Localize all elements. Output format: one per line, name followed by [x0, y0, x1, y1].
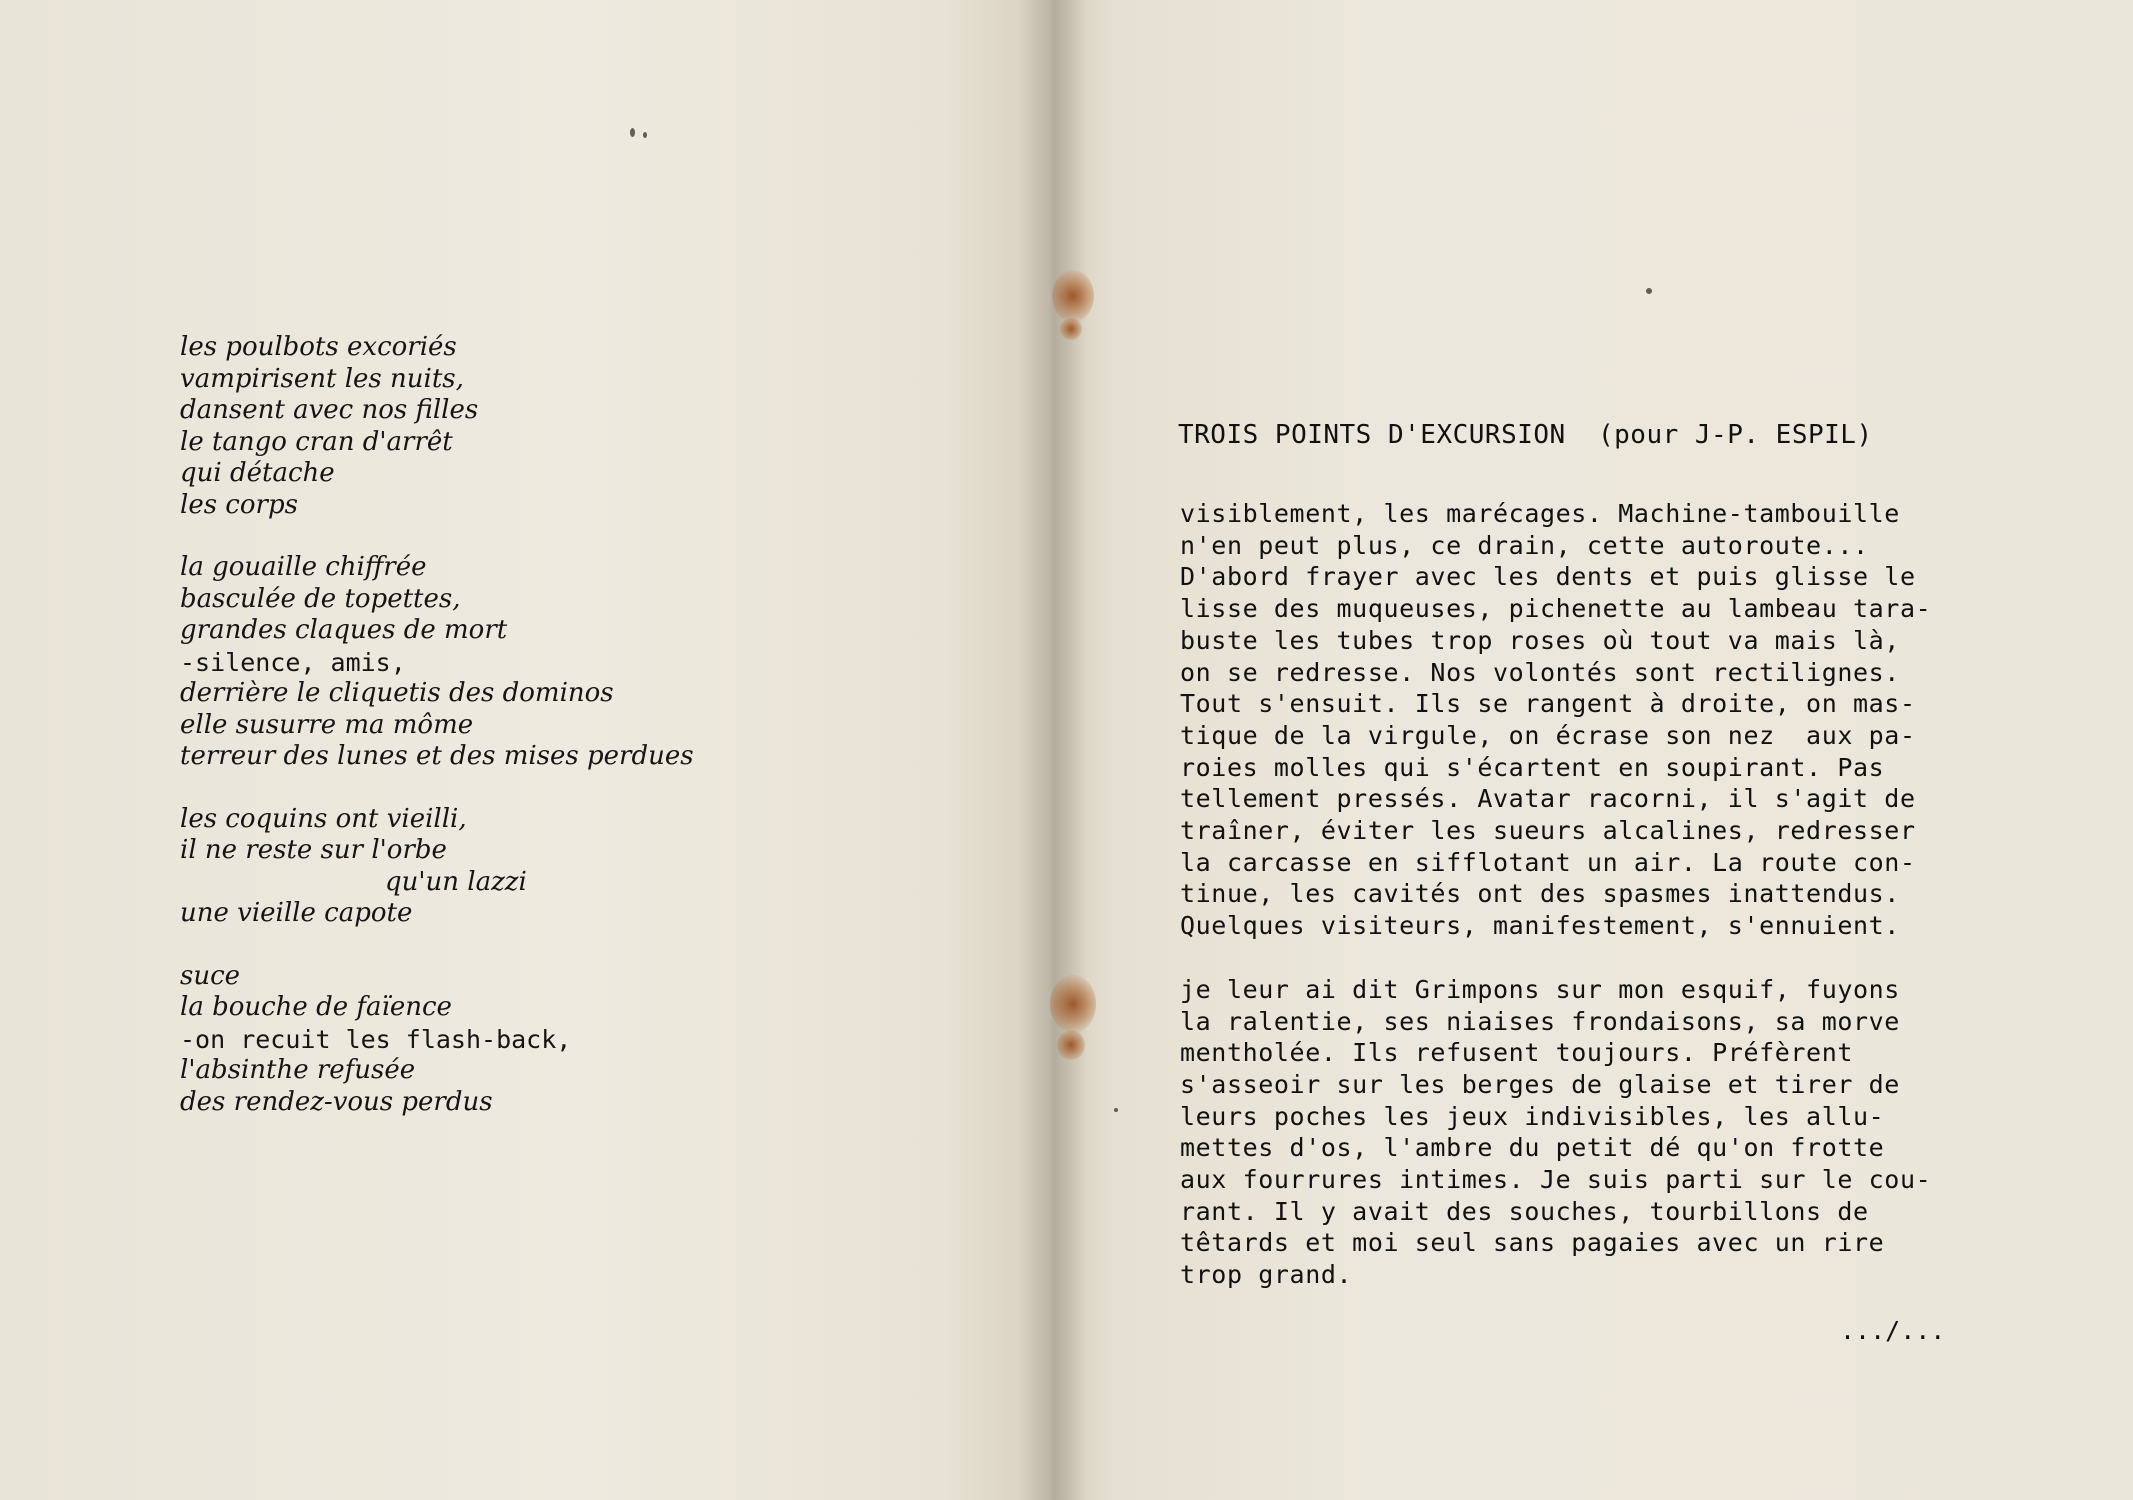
prose-line: buste les tubes trop roses où tout va mais là,	[1180, 625, 1900, 655]
poem-line: qu'un lazzi	[385, 866, 527, 897]
prose-line: tellement pressés. Avatar racorni, il s'agit de	[1180, 784, 1916, 814]
prose-title: TROIS POINTS D'EXCURSION (pour J-P. ESPIL)	[1178, 420, 1873, 450]
prose-line: Quelques visiteurs, manifestement, s'ennuient.	[1180, 911, 1900, 941]
prose-line: on se redresse. Nos volontés sont rectilignes.	[1180, 657, 1900, 687]
prose-line: visiblement, les marécages. Machine-tambouille	[1180, 499, 1900, 528]
poem-line: terreur des lunes et des mises perdues	[180, 741, 694, 771]
prose-text	[1180, 498, 2060, 1323]
prose-line: lisse des muqueuses, pichenette au lambeau tara-	[1180, 594, 1932, 624]
poem-line: elle susurre ma môme	[180, 709, 474, 740]
poem	[180, 332, 940, 1149]
prose-line: D'abord frayer avec les dents et puis glisse le	[1180, 562, 1916, 592]
poem-line: vampirisent les nuits,	[180, 363, 464, 394]
poem-line: dansent avec nos filles	[180, 395, 479, 425]
poem-line: -on recuit les flash-back,	[180, 1024, 572, 1054]
prose-line: mentholée. Ils refusent toujours. Préfèrent	[1180, 1038, 1854, 1068]
prose-line: Tout s'ensuit. Ils se rangent à droite, on mas-	[1180, 689, 1916, 719]
prose-line: je leur ai dit Grimpons sur mon esquif, fuyons	[1180, 974, 1900, 1004]
poem-line: la bouche de faïence	[180, 992, 452, 1022]
poem-stanza-2	[180, 552, 940, 773]
prose-line: aux fourrures intimes. Je suis parti sur le cou-	[1180, 1165, 1932, 1195]
poem-line: l'absinthe refusée	[180, 1055, 416, 1085]
poem-line: la gouaille chiffrée	[180, 552, 427, 582]
prose-paragraph-2	[1180, 974, 2060, 1291]
poem-line: basculée de topettes,	[180, 583, 461, 614]
poem-stanza-1	[180, 332, 940, 521]
poem-line: les coquins ont vieilli,	[180, 803, 467, 834]
poem-line: une vieille capote	[180, 898, 413, 928]
left-page	[0, 0, 1050, 1500]
prose-line: trop grand.	[1180, 1260, 1353, 1290]
prose-line: la ralentie, ses niaises frondaisons, sa morve	[1180, 1006, 1900, 1036]
prose-paragraph-1	[1180, 498, 2060, 942]
poem-line: des rendez-vous perdus	[180, 1086, 493, 1117]
prose-line: rant. Il y avait des souches, tourbillons de	[1180, 1196, 1869, 1226]
prose-line: tinue, les cavités ont des spasmes inattendus.	[1180, 879, 1900, 909]
poem-line: grandes claques de mort	[180, 615, 508, 645]
poem-line: le tango cran d'arrêt	[180, 426, 453, 457]
poem-line: -silence, amis,	[180, 647, 406, 677]
prose-line: traîner, éviter les sueurs alcalines, redresser	[1180, 816, 1916, 846]
prose-line: la carcasse en sifflotant un air. La route con-	[1180, 847, 1916, 877]
prose-line: têtards et moi seul sans pagaies avec un rire	[1180, 1228, 1885, 1258]
poem-line: qui détache	[180, 458, 335, 488]
poem-stanza-4	[180, 961, 940, 1119]
poem-line: suce	[180, 960, 241, 991]
page-continuation-mark: .../...	[1840, 1316, 1946, 1345]
prose-line: roies molles qui s'écartent en soupirant. Pas	[1180, 752, 1885, 782]
prose-line: s'asseoir sur les berges de glaise et tirer de	[1180, 1069, 1900, 1099]
poem-line: les poulbots excoriés	[180, 332, 457, 362]
prose-line: mettes d'os, l'ambre du petit dé qu'on frotte	[1180, 1133, 1885, 1163]
prose-line: leurs poches les jeux indivisibles, les allu-	[1180, 1101, 1885, 1131]
poem-line: les corps	[180, 489, 298, 520]
prose-line: tique de la virgule, on écrase son nez aux pa-	[1180, 720, 1916, 750]
poem-line: derrière le cliquetis des dominos	[180, 678, 614, 708]
prose-line: n'en peut plus, ce drain, cette autoroute...	[1180, 530, 1869, 560]
poem-line: il ne reste sur l'orbe	[180, 835, 447, 865]
poem-stanza-3	[180, 804, 940, 930]
